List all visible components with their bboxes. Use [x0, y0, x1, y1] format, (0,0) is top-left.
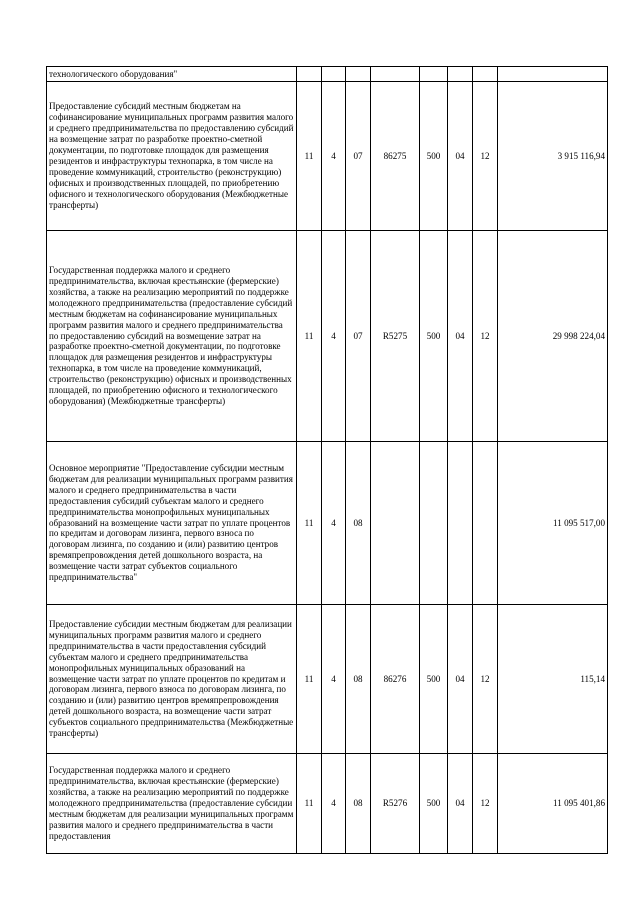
cell-subsection: [473, 67, 498, 82]
table-row: [47, 67, 608, 82]
cell-expense-type: 500: [420, 231, 448, 442]
row-description: Государственная поддержка малого и среднего предпринимательства, включая крестьянские (фермерские) хозяйства, а также на реализацию мероприятий по поддержке молодежного предпринимательства (предоставление субсидий местным бюджетам на софинансирование муниципальных программ развития малого и среднего предпринимательства по предоставлению субсидий на возмещение затрат на разработке проектно-сметной документации, по подготовке площадок для размещения резидентов и инфраструктуры технопарка, в том числе на проведение коммуникаций, строительство (реконструкцию) офисных и производственных площадей, по приобретению офисного и технологического оборудования) (Межбюджетные трансферты): [47, 231, 297, 442]
table-row: [47, 754, 608, 854]
cell-section: [448, 67, 473, 82]
cell-section: 04: [448, 605, 473, 754]
cell-activity: 08: [346, 442, 371, 605]
budget-table: [46, 66, 608, 854]
cell-program: 11: [297, 754, 322, 854]
cell-program: 11: [297, 442, 322, 605]
cell-expense-type: 500: [420, 754, 448, 854]
cell-direction: R5276: [371, 754, 420, 854]
row-description: Основное мероприятие "Предоставление субсидии местным бюджетам для реализации муниципальных программ развития малого и среднего предпринимательства в части предоставления субсидий субъектам малого и среднего предпринимательства монопрофильных муниципальных образований на возмещение части затрат по уплате процентов по кредитам и договорам лизинга, первого взноса по договорам лизинга, по созданию и (или) развитию центров времяпрепровождения детей дошкольного возраста, на возмещение части затрат субъектов социального предпринимательства": [47, 442, 297, 605]
cell-subprogram: [322, 67, 346, 82]
cell-program: 11: [297, 605, 322, 754]
cell-direction: 86276: [371, 605, 420, 754]
cell-amount: 3 915 116,94: [498, 82, 608, 231]
table-row: [47, 442, 608, 605]
cell-subprogram: 4: [322, 442, 346, 605]
cell-activity: 07: [346, 82, 371, 231]
row-description: технологического оборудования": [47, 67, 297, 82]
cell-amount: 11 095 401,86: [498, 754, 608, 854]
cell-subsection: 12: [473, 754, 498, 854]
table-row: [47, 82, 608, 231]
cell-direction: 86275: [371, 82, 420, 231]
cell-expense-type: [420, 67, 448, 82]
row-description: Предоставление субсидий местным бюджетам на софинансирование муниципальных программ развития малого и среднего предпринимательства по предоставлению субсидий на возмещение затрат по разработке проектно-сметной документации, по подготовке площадок для размещения резидентов и инфраструктуры технопарка, в том числе на проведение коммуникаций, строительство (реконструкцию) офисных и производственных площадей, по приобретению офисного и технологического оборудования (Межбюджетные трансферты): [47, 82, 297, 231]
table-row: [47, 605, 608, 754]
cell-section: [448, 442, 473, 605]
cell-program: 11: [297, 82, 322, 231]
cell-subsection: 12: [473, 231, 498, 442]
cell-subsection: 12: [473, 82, 498, 231]
cell-subprogram: 4: [322, 82, 346, 231]
cell-activity: 07: [346, 231, 371, 442]
cell-direction: [371, 67, 420, 82]
cell-activity: 08: [346, 754, 371, 854]
cell-direction: R5275: [371, 231, 420, 442]
cell-section: 04: [448, 82, 473, 231]
cell-subsection: [473, 442, 498, 605]
cell-amount: 115,14: [498, 605, 608, 754]
row-description: Государственная поддержка малого и среднего предпринимательства, включая крестьянские (фермерские) хозяйства, а также на реализацию мероприятий по поддержке молодежного предпринимательства (предоставление субсидии местным бюджетам для реализации муниципальных программ развития малого и среднего предпринимательства в части предоставления: [47, 754, 297, 854]
cell-program: 11: [297, 231, 322, 442]
cell-expense-type: [420, 442, 448, 605]
cell-subprogram: 4: [322, 754, 346, 854]
cell-amount: 11 095 517,00: [498, 442, 608, 605]
cell-expense-type: 500: [420, 605, 448, 754]
cell-activity: 08: [346, 605, 371, 754]
cell-subprogram: 4: [322, 231, 346, 442]
cell-program: [297, 67, 322, 82]
cell-amount: [498, 67, 608, 82]
cell-expense-type: 500: [420, 82, 448, 231]
cell-amount: 29 998 224,04: [498, 231, 608, 442]
cell-subsection: 12: [473, 605, 498, 754]
cell-activity: [346, 67, 371, 82]
cell-section: 04: [448, 754, 473, 854]
row-description: Предоставление субсидии местным бюджетам для реализации муниципальных программ развития малого и среднего предпринимательства в части предоставления субсидий субъектам малого и среднего предпринимательства монопрофильных муниципальных образований на возмещение части затрат по уплате процентов по кредитам и договорам лизинга, первого взноса по договорам лизинга, по созданию и (или) развитию центров времяпрепровождения детей дошкольного возраста, на возмещение части затрат субъектов социального предпринимательства (Межбюджетные трансферты): [47, 605, 297, 754]
cell-subprogram: 4: [322, 605, 346, 754]
cell-section: 04: [448, 231, 473, 442]
cell-direction: [371, 442, 420, 605]
table-row: [47, 231, 608, 442]
